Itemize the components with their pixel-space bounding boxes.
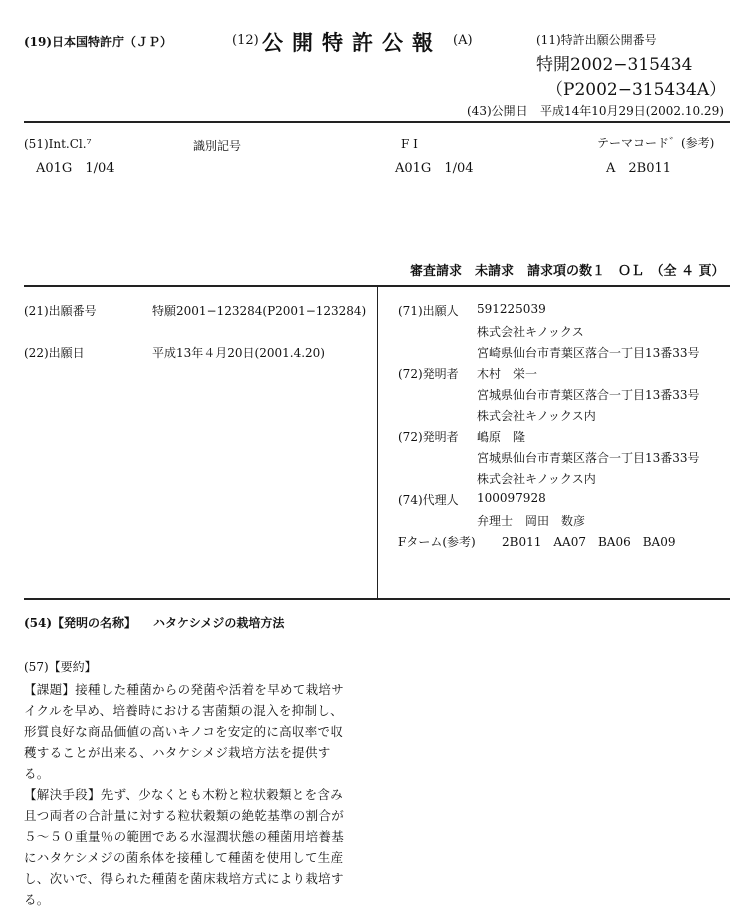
publication-number-alt: （P2002−315434A）: [546, 80, 727, 100]
inventor-label-1: (72)発明者: [398, 367, 459, 381]
inventor-name-1: 木村 栄一: [477, 367, 538, 381]
intcl-value: A01G 1/04: [36, 161, 115, 176]
abstract-line: る。: [24, 892, 50, 907]
invention-title: ハタケシメジの栽培方法: [153, 616, 285, 630]
publication-date-label: (43)公開日: [467, 104, 528, 118]
abstract-line: 【課題】接種した種菌からの発菌や活着を早めて栽培サ: [24, 682, 345, 697]
applicant-address: 宮崎県仙台市青葉区落合一丁目13番33号: [477, 346, 700, 360]
theme-code-label: テーマコード゛(参考): [597, 136, 715, 150]
abstract-line: 且つ両者の合計量に対する粒状穀類の絶乾基準の割合が: [24, 808, 345, 823]
agent-label: (74)代理人: [398, 493, 459, 507]
abstract-line: 穫することが出来る、ハタケシメジ栽培方法を提供す: [24, 745, 331, 760]
f-term-codes: 2B011 AA07 BA06 BA09: [502, 535, 676, 549]
abstract-line: る。: [24, 766, 50, 781]
inventor-label-2: (72)発明者: [398, 430, 459, 444]
inventor-address-2: 宮城県仙台市青葉区落合一丁目13番33号: [477, 451, 700, 465]
applicant-code: 591225039: [477, 302, 546, 316]
examination-request: 審査請求 未請求 請求項の数１ ＯＬ （全 ４ 頁）: [410, 264, 725, 279]
applicant-name: 株式会社キノックス: [477, 325, 584, 339]
filing-date-label: (22)出願日: [24, 346, 85, 360]
abstract-line: ５〜５０重量％の範囲である水湿潤状態の種菌用培養基: [24, 829, 345, 844]
biblio-column-divider: [377, 286, 378, 598]
inventor-affiliation-1: 株式会社キノックス内: [477, 409, 596, 423]
biblio-bottom-rule: [24, 598, 730, 600]
publication-date: 平成14年10月29日(2002.10.29): [540, 104, 724, 118]
kind-code: (12): [232, 33, 259, 48]
identification-code-label: 識別記号: [193, 139, 242, 153]
publication-number-label: (11)特許出願公開番号: [536, 33, 657, 47]
abstract-line: 【解決手段】先ず、少なくとも木粉と粒状穀類とを含み: [24, 787, 344, 802]
header-rule: [24, 121, 730, 123]
publication-number: 特開2002−315434: [536, 55, 693, 75]
inventor-name-2: 嶋原 隆: [477, 430, 526, 444]
agent-code: 100097928: [477, 491, 546, 505]
applicant-label: (71)出願人: [398, 304, 459, 318]
intcl-label: (51)Int.Cl.⁷: [24, 137, 92, 151]
abstract-line: イクルを早め、培養時における害菌類の混入を抑制し、: [24, 703, 343, 718]
abstract-line: し、次いで、得られた種菌を菌床栽培方式により栽培す: [24, 871, 344, 886]
inventor-address-1: 宮城県仙台市青葉区落合一丁目13番33号: [477, 388, 700, 402]
issuing-office: (19)日本国特許庁（ＪＰ）: [24, 35, 173, 49]
abstract-line: 形質良好な商品価値の高いキノコを安定的に高収率で収: [24, 724, 344, 739]
fi-value: A01G 1/04: [395, 161, 474, 176]
abstract-line: にハタケシメジの菌糸体を接種して種菌を使用して生産: [24, 850, 344, 865]
application-number: 特願2001−123284(P2001−123284): [152, 304, 367, 318]
agent-name: 弁理士 岡田 数彦: [477, 514, 586, 528]
filing-date: 平成13年４月20日(2001.4.20): [152, 346, 325, 360]
abstract-label: (57)【要約】: [24, 660, 97, 674]
f-term-label: Fターム(参考): [398, 535, 476, 549]
theme-code-value: A 2B011: [606, 161, 672, 176]
gazette-title: 公開特許公報: [262, 30, 442, 55]
kind-suffix: (A): [453, 33, 473, 48]
inventor-affiliation-2: 株式会社キノックス内: [477, 472, 596, 486]
application-number-label: (21)出願番号: [24, 304, 97, 318]
invention-title-label: (54)【発明の名称】: [24, 616, 137, 630]
fi-label: F I: [401, 137, 418, 151]
